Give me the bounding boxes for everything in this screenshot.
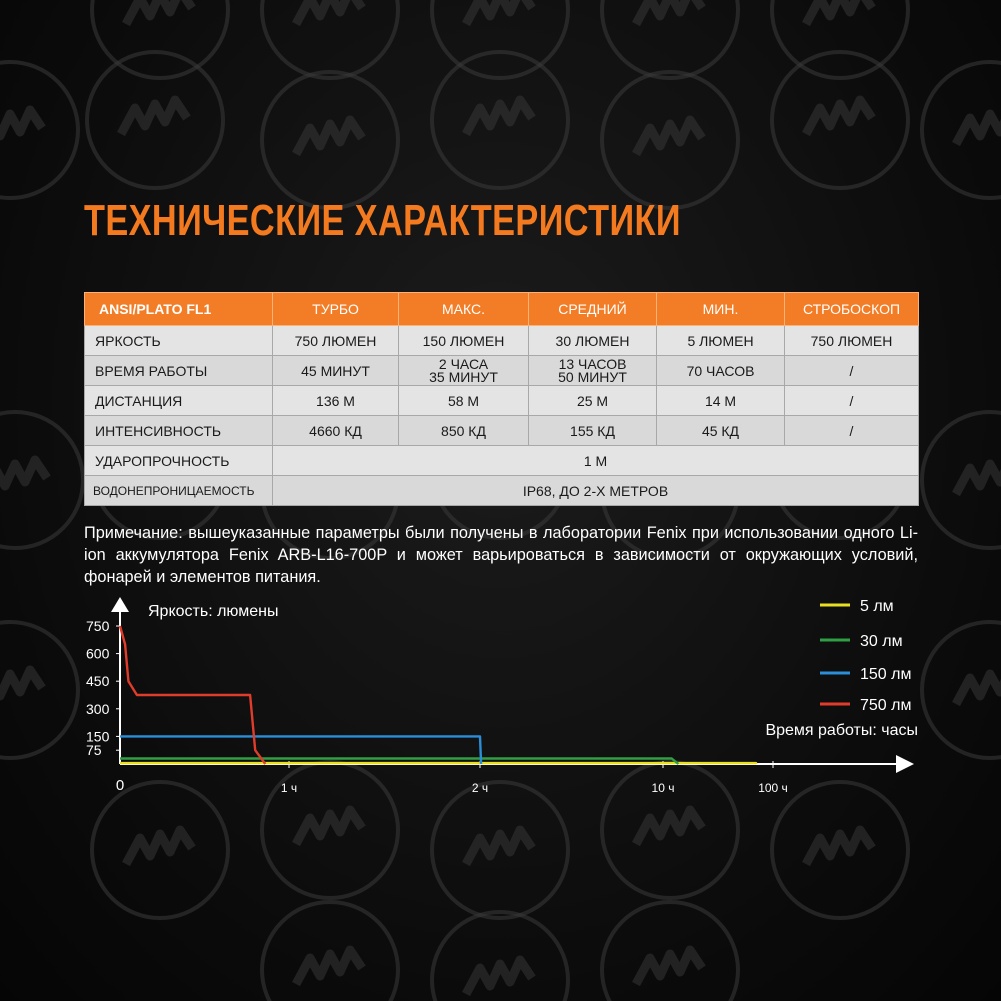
watermark-logo-icon <box>602 902 738 1001</box>
table-row <box>85 476 919 506</box>
watermark-logo-icon <box>262 902 398 1001</box>
table-cell: 70 ЧАСОВ <box>657 356 785 386</box>
table-cell: / <box>785 386 919 416</box>
row-label: ВРЕМЯ РАБОТЫ <box>85 356 273 386</box>
y-tick-label: 450 <box>86 673 110 690</box>
table-cell-merged: IP68, ДО 2-Х МЕТРОВ <box>273 476 919 506</box>
chart-series <box>120 626 756 764</box>
chart-y-ticks <box>86 618 120 758</box>
x-tick-label: 1 ч <box>280 781 298 795</box>
watermark-logo-icon <box>602 72 738 208</box>
legend-label: 5 лм <box>860 598 894 615</box>
table-cell: 155 КД <box>529 416 657 446</box>
y-tick-label: 600 <box>86 645 110 662</box>
table-cell: 58 М <box>399 386 529 416</box>
table-cell: 750 ЛЮМЕН <box>785 326 919 356</box>
table-row <box>85 446 919 476</box>
y-tick-label: 150 <box>86 728 110 745</box>
table-cell: 45 КД <box>657 416 785 446</box>
header-max: МАКС. <box>399 293 529 326</box>
watermark-logo-icon <box>602 0 738 78</box>
series-line-3 <box>120 626 265 764</box>
watermark-logo-icon <box>92 0 228 78</box>
table-cell: 45 МИНУТ <box>273 356 399 386</box>
chart-x-axis-label: Время работы: часы <box>765 722 918 739</box>
series-line-0 <box>120 763 756 764</box>
header-strobe: СТРОБОСКОП <box>785 293 919 326</box>
table-cell: 30 ЛЮМЕН <box>529 326 657 356</box>
runtime-chart <box>0 590 1001 810</box>
header-min: МИН. <box>657 293 785 326</box>
table-body <box>85 326 919 506</box>
y-tick-label: 750 <box>86 618 110 634</box>
watermark-logo-icon <box>922 412 1001 548</box>
legend-label: 750 лм <box>860 697 912 714</box>
table-row <box>85 356 919 386</box>
watermark-logo-icon <box>772 52 908 188</box>
note-text: Примечание: вышеуказанные параметры были получены в лаборатории Fenix при использовании одного Li-ion аккумулятора Fenix ARB-L16-700P и может варьироваться в зависимости от окружающих условий, фонарей и элементов питания. <box>84 524 918 586</box>
watermark-logo-icon <box>432 912 568 1001</box>
row-label: ЯРКОСТЬ <box>85 326 273 356</box>
table-cell: 14 М <box>657 386 785 416</box>
table-cell: 750 ЛЮМЕН <box>273 326 399 356</box>
table-cell: 150 ЛЮМЕН <box>399 326 529 356</box>
x-axis-arrow-icon <box>896 755 914 773</box>
row-label: ИНТЕНСИВНОСТЬ <box>85 416 273 446</box>
watermark-logo-icon <box>432 0 568 78</box>
y-tick-label: 300 <box>86 700 110 717</box>
table-cell: 2 ЧАСА 35 МИНУТ <box>399 356 529 386</box>
watermark-logo-icon <box>432 52 568 188</box>
watermark-logo-icon <box>922 62 1001 198</box>
table-header-row <box>85 293 919 326</box>
chart-axes <box>111 597 914 773</box>
table-row <box>85 386 919 416</box>
x-tick-label: 10 ч <box>651 781 675 795</box>
x-tick-label: 0 <box>115 777 125 794</box>
table-cell-merged: 1 М <box>273 446 919 476</box>
chart-legend <box>820 598 911 714</box>
watermark-logo-icon <box>772 0 908 78</box>
x-tick-label: 100 ч <box>758 781 788 795</box>
header-standard: ANSI/PLATO FL1 <box>85 293 273 326</box>
watermark-logo-icon <box>262 0 398 78</box>
x-tick-label: 2 ч <box>471 781 489 795</box>
watermark-logo-icon <box>87 52 223 188</box>
chart-y-axis-label: Яркость: люмены <box>148 603 279 620</box>
table-row <box>85 416 919 446</box>
table-cell: 5 ЛЮМЕН <box>657 326 785 356</box>
spec-table <box>84 292 919 506</box>
row-label: УДАРОПРОЧНОСТЬ <box>85 446 273 476</box>
row-label: ВОДОНЕПРОНИЦАЕМОСТЬ <box>85 476 273 506</box>
watermark-logo-icon <box>0 62 78 198</box>
row-label: ДИСТАНЦИЯ <box>85 386 273 416</box>
watermark-logo-icon <box>262 72 398 208</box>
chart-x-ticks <box>116 761 788 795</box>
legend-label: 150 лм <box>860 666 912 683</box>
table-cell: 136 М <box>273 386 399 416</box>
table-cell: 25 М <box>529 386 657 416</box>
y-tick-label: 75 <box>86 742 102 759</box>
table-cell: 13 ЧАСОВ 50 МИНУТ <box>529 356 657 386</box>
legend-label: 30 лм <box>860 633 903 650</box>
table-cell: 4660 КД <box>273 416 399 446</box>
table-cell: / <box>785 356 919 386</box>
page-title: ТЕХНИЧЕСКИЕ ХАРАКТЕРИСТИКИ <box>84 196 681 245</box>
table-cell: 850 КД <box>399 416 529 446</box>
header-medium: СРЕДНИЙ <box>529 293 657 326</box>
watermark-logo-icon <box>0 412 83 548</box>
table-row <box>85 326 919 356</box>
header-turbo: ТУРБО <box>273 293 399 326</box>
table-cell: / <box>785 416 919 446</box>
series-line-2 <box>120 736 481 764</box>
y-axis-arrow-icon <box>111 597 129 612</box>
